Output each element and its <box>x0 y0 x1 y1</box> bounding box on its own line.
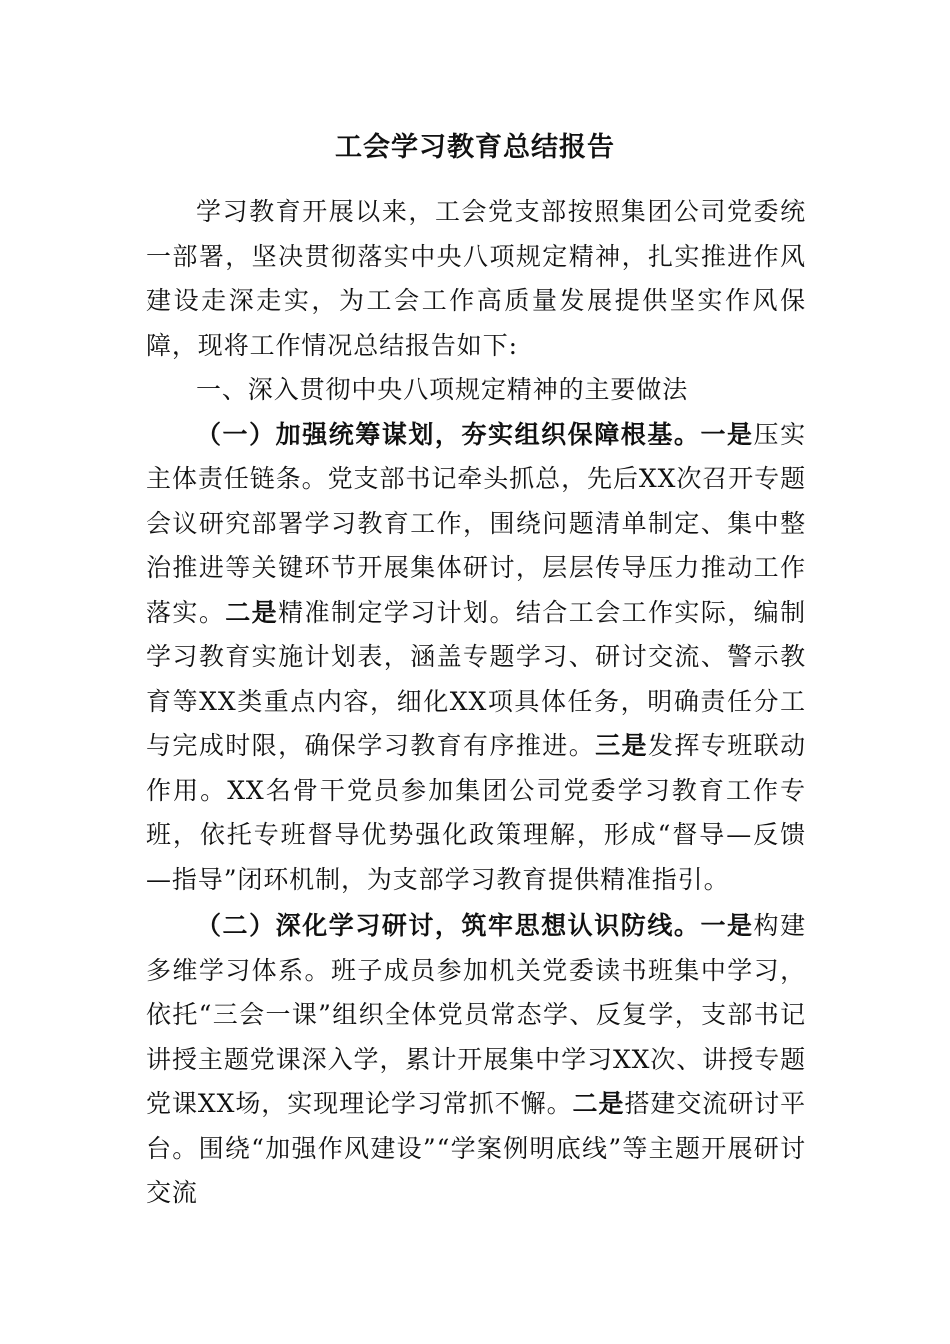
subsection-1-heading: （一）加强统筹谋划，夯实组织保障根基。 <box>196 419 701 449</box>
document-title: 工会学习教育总结报告 <box>335 132 615 163</box>
section-heading: 一、深入贯彻中央八项规定精神的主要做法 <box>196 375 689 404</box>
point-3-label: 三是 <box>595 731 648 760</box>
document-body <box>146 190 806 1216</box>
point-3-text: 发挥专班联动作用。XX名骨干党员参加集团公司党委学习教育工作专班，依托专班督导优势强化政策理解，形成“督导—反馈—指导”闭环机制，为支部学习教育提供精准指引。 <box>146 731 806 894</box>
intro-paragraph: 学习教育开展以来，工会党支部按照集团公司党委统一部署，坚决贯彻落实中央八项规定精神，扎实推进作风建设走深走实，为工会工作高质量发展提供坚实作风保障，现将工作情况总结报告如下: <box>146 197 806 360</box>
point-1-label: 一是 <box>700 419 754 449</box>
point-2-text: 精准制定学习计划。结合工会工作实际，编制学习教育实施计划表，涵盖专题学习、研讨交流、警示教育等XX类重点内容，细化XX项具体任务，明确责任分工与完成时限，确保学习教育有序推进。 <box>146 597 806 760</box>
point-1-label: 一是 <box>700 911 754 940</box>
point-1-text: 构建多维学习体系。班子成员参加机关党委读书班集中学习，依托“三会一课”组织全体党员常态学、反复学，支部书记讲授主题党课深入学，累计开展集中学习XX次、讲授专题党课XX场，实现理论学习常抓不懈。 <box>146 911 806 1118</box>
subsection-2-heading: （二）深化学习研讨，筑牢思想认识防线。 <box>196 911 701 940</box>
point-2-label: 二是 <box>225 597 279 627</box>
point-2-text: 搭建交流研讨平台。围绕“加强作风建设”“学案例明底线”等主题开展研讨交流 <box>146 1089 806 1207</box>
subsection-2-paragraph <box>146 904 806 1216</box>
subsection-1-paragraph <box>146 413 806 903</box>
point-2-label: 二是 <box>572 1089 625 1118</box>
point-1-text: 压实主体责任链条。党支部书记牵头抓总，先后XX次召开专题会议研究部署学习教育工作，围绕问题清单制定、集中整治推进等关键环节开展集体研讨，层层传导压力推动工作落实。 <box>146 419 806 627</box>
